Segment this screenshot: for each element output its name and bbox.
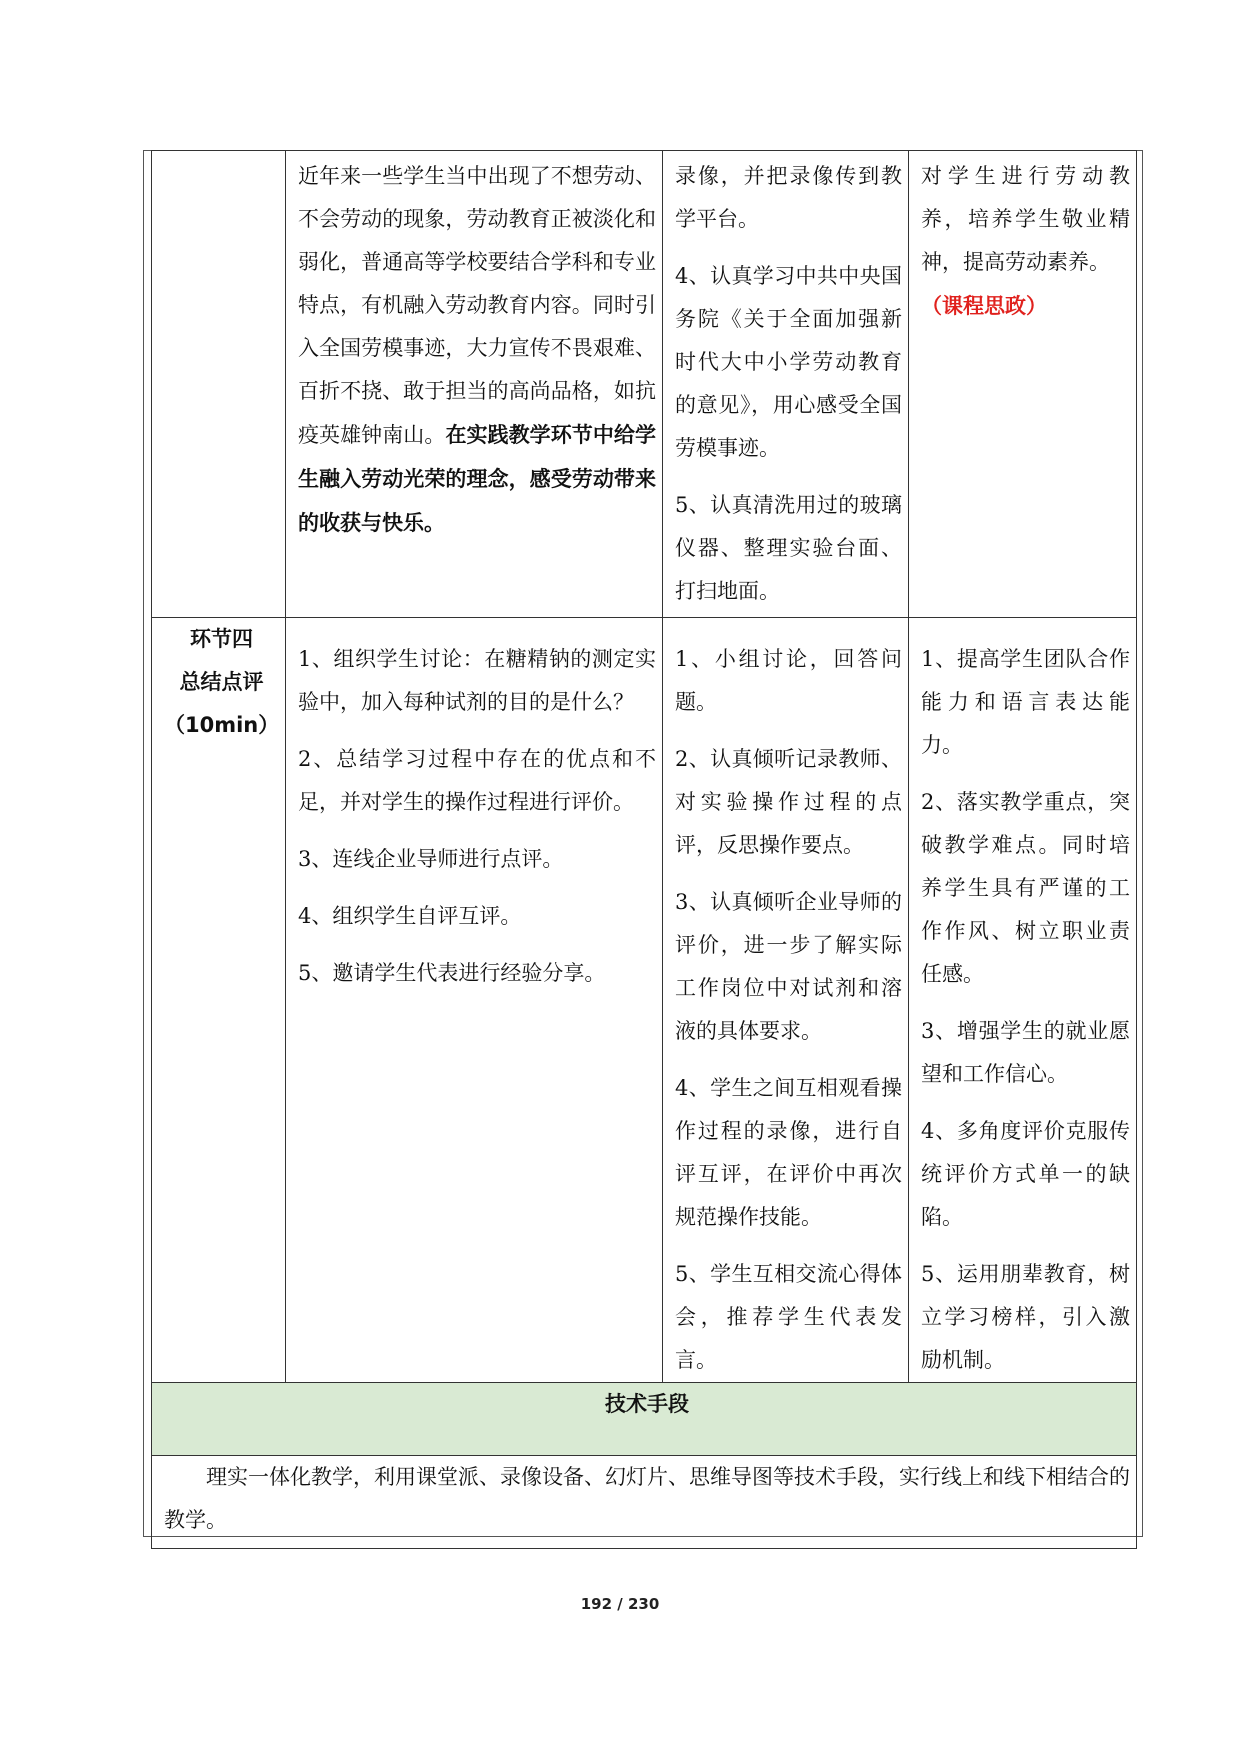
student-activity-cell xyxy=(663,618,909,1383)
paragraph: 4、学生之间互相观看操作过程的录像，进行自评互评，在评价中再次规范操作技能。 xyxy=(675,1076,902,1229)
table-row xyxy=(152,1456,1137,1549)
paragraph: 4、组织学生自评互评。 xyxy=(298,904,522,928)
text: 近年来一些学生当中出现了不想劳动、不会劳动的现象，劳动教育正被淡化和弱化，普通高等学校要结合学科和专业特点，有机融入劳动教育内容。同时引入全国劳模事迹，大力宣传不畏艰难、百折不挠、敢于担当的高尚品格，如抗疫英雄钟南山。 xyxy=(298,164,656,447)
paragraph: 1、提高学生团队合作能力和语言表达能力。 xyxy=(921,647,1130,757)
section-body xyxy=(152,1456,1137,1549)
table-row xyxy=(152,1383,1137,1456)
paragraph: 2、落实教学重点，突破教学难点。同时培养学生具有严谨的工作作风、树立职业责任感。 xyxy=(921,790,1130,986)
stage-title: 总结点评 xyxy=(179,670,264,694)
paragraph: 2、认真倾听记录教师、对实验操作过程的点评，反思操作要点。 xyxy=(675,747,902,857)
bold-text: 在实践教学环节中给学生融入劳动光荣的理念，感受劳动带来的收获与快乐。 xyxy=(298,422,656,535)
paragraph: 4、多角度评价克服传统评价方式单一的缺陷。 xyxy=(921,1119,1130,1229)
design-intent-cell xyxy=(909,151,1137,618)
paragraph: 5、学生互相交流心得体会，推荐学生代表发言。 xyxy=(675,1262,902,1372)
teacher-activity-cell xyxy=(286,151,663,618)
stage-cell-empty xyxy=(152,151,286,618)
paragraph: 5、运用朋辈教育，树立学习榜样，引入激励机制。 xyxy=(921,1262,1130,1372)
student-activity-cell xyxy=(663,151,909,618)
paragraph: 2、总结学习过程中存在的优点和不足，并对学生的操作过程进行评价。 xyxy=(298,747,656,814)
paragraph: 录像，并把录像传到教学平台。 xyxy=(675,164,902,231)
page-number: 192 / 230 xyxy=(580,1595,660,1613)
design-intent-cell xyxy=(909,618,1137,1383)
paragraph xyxy=(298,155,656,545)
paragraph: 4、认真学习中共中央国务院《关于全面加强新时代大中小学劳动教育的意见》，用心感受全国劳模事迹。 xyxy=(675,264,902,460)
paragraph: 3、认真倾听企业导师的评价，进一步了解实际工作岗位中对试剂和溶液的具体要求。 xyxy=(675,890,902,1043)
table-row xyxy=(152,618,1137,1383)
section-heading: 技术手段 xyxy=(152,1383,1137,1456)
stage-number: 环节四 xyxy=(190,627,253,651)
stage-duration: （10min） xyxy=(164,713,280,737)
paragraph: 3、增强学生的就业愿望和工作信心。 xyxy=(921,1019,1130,1086)
paragraph: 1、小组讨论，回答问题。 xyxy=(675,647,902,714)
paragraph: 1、组织学生讨论：在糖精钠的测定实验中，加入每种试剂的目的是什么？ xyxy=(298,647,656,714)
paragraph: 5、认真清洗用过的玻璃仪器、整理实验台面、打扫地面。 xyxy=(675,493,902,603)
paragraph: 5、邀请学生代表进行经验分享。 xyxy=(298,961,606,985)
paragraph xyxy=(921,155,1130,328)
paragraph: 3、连线企业导师进行点评。 xyxy=(298,847,564,871)
lesson-plan-table xyxy=(151,150,1137,1549)
stage-cell xyxy=(152,618,286,1383)
table-row xyxy=(152,151,1137,618)
text: 对学生进行劳动教养，培养学生敬业精神，提高劳动素养。 xyxy=(921,164,1130,274)
ideology-tag: （课程思政） xyxy=(921,293,1047,318)
teacher-activity-cell xyxy=(286,618,663,1383)
paragraph: 理实一体化教学，利用课堂派、录像设备、幻灯片、思维导图等技术手段，实行线上和线下相结合的教学。 xyxy=(164,1465,1130,1532)
